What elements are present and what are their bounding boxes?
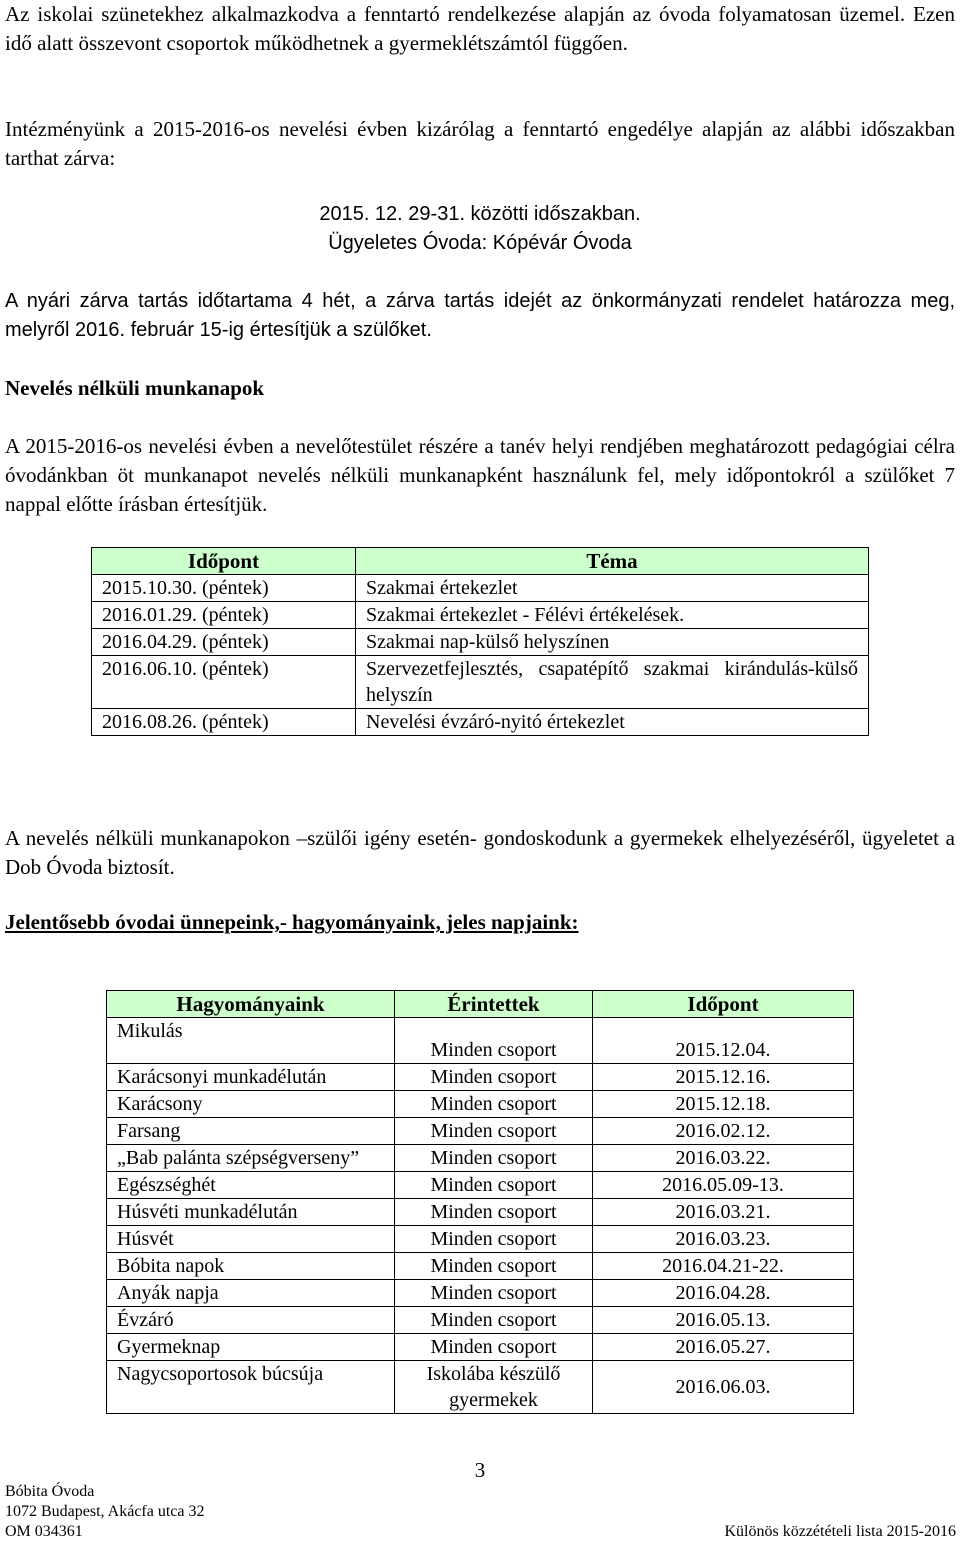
- tradition-participants: Minden csoport: [395, 1064, 593, 1091]
- table-row: [107, 1361, 854, 1414]
- tradition-name: Bóbita napok: [107, 1253, 395, 1280]
- traditions-table: [106, 990, 854, 1414]
- tradition-name: Mikulás: [107, 1018, 395, 1064]
- tradition-date: 2016.03.21.: [593, 1199, 854, 1226]
- table-row: [107, 1253, 854, 1280]
- table-row: [92, 602, 869, 629]
- footer-om-number: OM 034361: [5, 1523, 83, 1540]
- tradition-date: 2016.03.22.: [593, 1145, 854, 1172]
- tradition-date: 2016.06.03.: [593, 1361, 854, 1414]
- row-date: 2016.01.29. (péntek): [92, 602, 356, 629]
- tradition-name: Húsvét: [107, 1226, 395, 1253]
- header-date: Időpont: [593, 991, 854, 1018]
- row-date: 2016.06.10. (péntek): [92, 656, 356, 709]
- table-row: [107, 1307, 854, 1334]
- tradition-date: 2016.02.12.: [593, 1118, 854, 1145]
- summer-closure-text: A nyári zárva tartás időtartama 4 hét, a zárva tartás idejét az önkormányzati rendelet határozza meg, melyről 2016. február 15-ig értesítjük a szülőket.: [5, 290, 955, 341]
- table-row: [107, 1064, 854, 1091]
- page-number: 3: [474, 1458, 486, 1482]
- tradition-date: 2015.12.04.: [593, 1018, 854, 1064]
- workdays-heading: Nevelés nélküli munkanapok: [5, 376, 265, 400]
- table-row: [107, 1118, 854, 1145]
- table-row: [92, 629, 869, 656]
- tradition-date: 2015.12.18.: [593, 1091, 854, 1118]
- traditions-heading: Jelentősebb óvodai ünnepeink,- hagyományaink, jeles napjaink:: [5, 910, 579, 934]
- row-date: 2016.08.26. (péntek): [92, 709, 356, 736]
- tradition-name: Karácsony: [107, 1091, 395, 1118]
- table-header-row: [107, 991, 854, 1018]
- table-row: [92, 575, 869, 602]
- intro-paragraph-1: Az iskolai szünetekhez alkalmazkodva a fenntartó rendelkezése alapján az óvoda folyamatosan üzemel. Ezen idő alatt összevont csoportok működhetnek a gyermeklétszámtól függően.: [5, 2, 955, 55]
- tradition-date: 2016.05.27.: [593, 1334, 854, 1361]
- workdays-after-text: A nevelés nélküli munkanapokon –szülői igény esetén- gondoskodunk a gyermekek elhelyezéséről, ügyeletet a Dob Óvoda biztosít.: [5, 826, 955, 879]
- tradition-participants: Minden csoport: [395, 1118, 593, 1145]
- table-row: [107, 1145, 854, 1172]
- table-row: [107, 1018, 854, 1064]
- tradition-participants: Minden csoport: [395, 1226, 593, 1253]
- tradition-date: 2016.05.09-13.: [593, 1172, 854, 1199]
- tradition-name: „Bab palánta szépségverseny”: [107, 1145, 395, 1172]
- header-participants: Érintettek: [395, 991, 593, 1018]
- table-row: [92, 709, 869, 736]
- intro-paragraph-2: Intézményünk a 2015-2016-os nevelési évben kizárólag a fenntartó engedélye alapján az alábbi időszakban tarthat zárva:: [5, 117, 955, 170]
- tradition-participants: Minden csoport: [395, 1145, 593, 1172]
- tradition-name: Farsang: [107, 1118, 395, 1145]
- row-date: 2015.10.30. (péntek): [92, 575, 356, 602]
- footer-document-title: Különös közzétételi lista 2015-2016: [724, 1523, 956, 1540]
- workdays-text: A 2015-2016-os nevelési évben a nevelőtestület részére a tanév helyi rendjében meghatározott pedagógiai célra óvodánkban öt munkanapot nevelés nélküli munkanapként használunk fel, mely időpontokról a szülőket 7 nappal előtte írásban értesítjük.: [5, 434, 955, 516]
- duty-kindergarten: Ügyeletes Óvoda: Kópévár Óvoda: [328, 232, 632, 254]
- tradition-participants: Iskolába készülő gyermekek: [395, 1361, 593, 1414]
- tradition-name: Nagycsoportosok búcsúja: [107, 1361, 395, 1414]
- header-tradition: Hagyományaink: [107, 991, 395, 1018]
- table-row: [92, 656, 869, 709]
- table-header-row: [92, 548, 869, 575]
- tradition-participants: Minden csoport: [395, 1334, 593, 1361]
- table-row: [107, 1280, 854, 1307]
- tradition-name: Gyermeknap: [107, 1334, 395, 1361]
- tradition-date: 2016.04.28.: [593, 1280, 854, 1307]
- table-row: [107, 1091, 854, 1118]
- table-row: [107, 1172, 854, 1199]
- header-topic: Téma: [356, 548, 869, 575]
- row-topic: Szervezetfejlesztés, csapatépítő szakmai kirándulás-külső helyszín: [356, 656, 869, 709]
- tradition-name: Karácsonyi munkadélután: [107, 1064, 395, 1091]
- workdays-table: [91, 547, 869, 736]
- row-date: 2016.04.29. (péntek): [92, 629, 356, 656]
- tradition-participants: Minden csoport: [395, 1091, 593, 1118]
- tradition-participants: Minden csoport: [395, 1172, 593, 1199]
- tradition-participants: Minden csoport: [395, 1018, 593, 1064]
- tradition-participants: Minden csoport: [395, 1253, 593, 1280]
- footer-address: 1072 Budapest, Akácfa utca 32: [5, 1503, 205, 1520]
- tradition-date: 2016.04.21-22.: [593, 1253, 854, 1280]
- footer-org-name: Bóbita Óvoda: [5, 1483, 95, 1500]
- tradition-name: Húsvéti munkadélután: [107, 1199, 395, 1226]
- tradition-date: 2016.05.13.: [593, 1307, 854, 1334]
- row-topic: Szakmai nap-külső helyszínen: [356, 629, 869, 656]
- row-topic: Szakmai értekezlet - Félévi értékelések.: [356, 602, 869, 629]
- tradition-name: Egészséghét: [107, 1172, 395, 1199]
- tradition-participants: Minden csoport: [395, 1199, 593, 1226]
- closure-dates: 2015. 12. 29-31. közötti időszakban.: [319, 203, 641, 225]
- row-topic: Szakmai értekezlet: [356, 575, 869, 602]
- tradition-participants: Minden csoport: [395, 1280, 593, 1307]
- tradition-name: Évzáró: [107, 1307, 395, 1334]
- tradition-date: 2015.12.16.: [593, 1064, 854, 1091]
- table-row: [107, 1199, 854, 1226]
- table-row: [107, 1226, 854, 1253]
- tradition-name: Anyák napja: [107, 1280, 395, 1307]
- row-topic: Nevelési évzáró-nyitó értekezlet: [356, 709, 869, 736]
- header-date: Időpont: [92, 548, 356, 575]
- table-row: [107, 1334, 854, 1361]
- tradition-participants: Minden csoport: [395, 1307, 593, 1334]
- tradition-date: 2016.03.23.: [593, 1226, 854, 1253]
